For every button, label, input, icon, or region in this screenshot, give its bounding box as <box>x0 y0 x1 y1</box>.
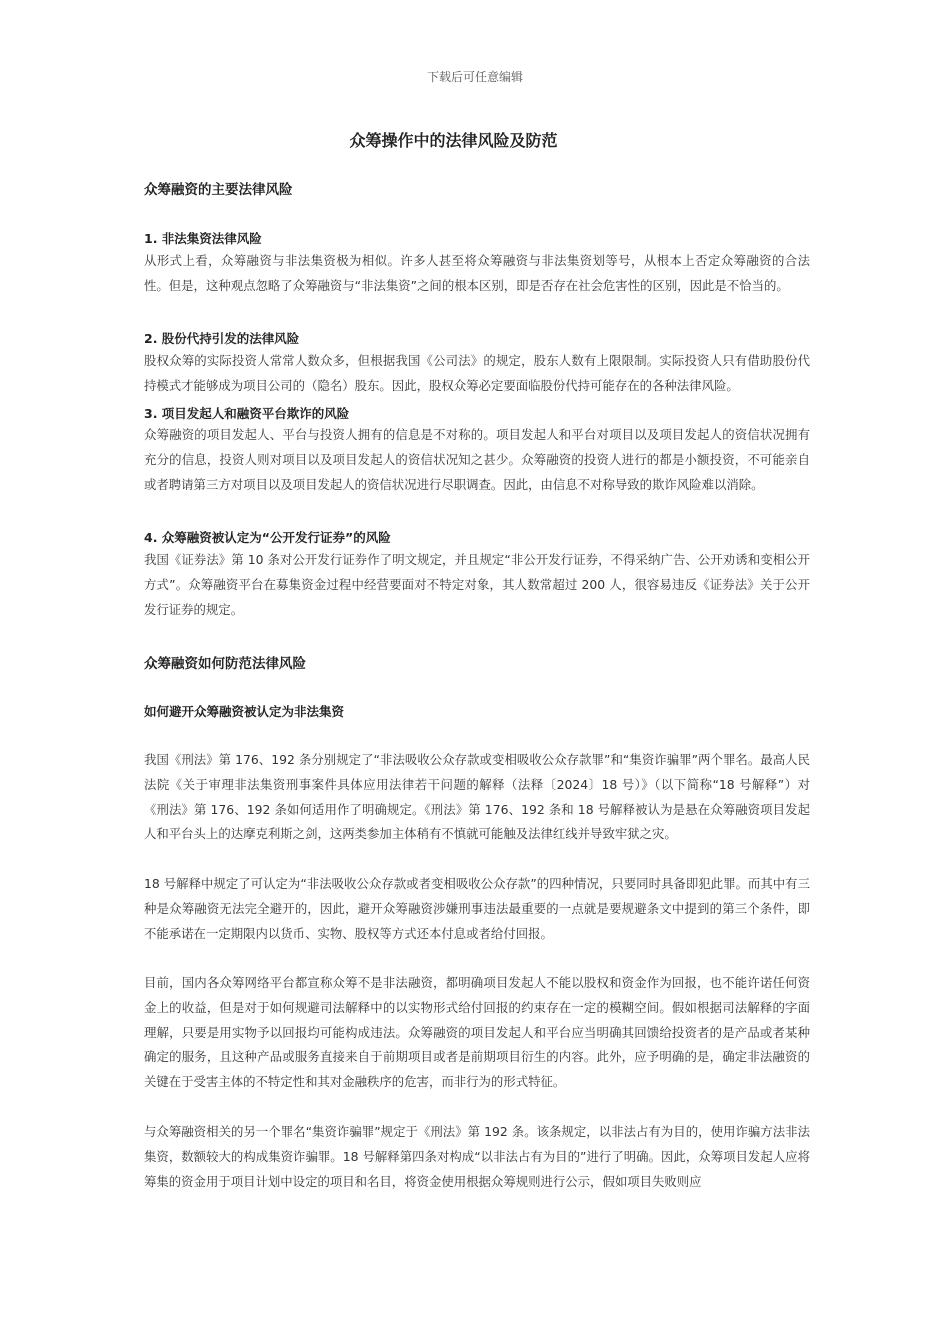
paragraph-interpretation-18: 18 号解释中规定了可认定为“非法吸收公众存款或者变相吸收公众存款”的四种情况，只要同时具备即犯此罪。而其中有三种是众筹融资无法完全避开的，因此，避开众筹融资涉嫌刑事违法最重要的一点就是要规避条文中提到的第三个条件，即不能承诺在一定期限内以货币、实物、股权等方式还本付息或者给付回报。 <box>144 876 810 941</box>
risk-heading-share-holding: 2. 股份代持引发的法律风险 <box>144 331 300 346</box>
risk-text-share-holding: 股权众筹的实际投资人常常人数众多，但根据我国《公司法》的规定，股东人数有上限限制。实际投资人只有借助股份代持模式才能够成为项目公司的（隐名）股东。因此，股权众筹必定要面临股份代持可能存在的各种法律风险。 <box>144 353 810 393</box>
risk-heading-fraud: 3. 项目发起人和融资平台欺诈的风险 <box>144 406 350 421</box>
risk-text-illegal-fundraising: 从形式上看，众筹融资与非法集资极为相似。许多人甚至将众筹融资与非法集资划等号，从根本上否定众筹融资的合法性。但是，这种观点忽略了众筹融资与“非法集资”之间的根本区别，即是否存在社会危害性的区别，因此是不恰当的。 <box>144 253 810 293</box>
section-heading-legal-risks: 众筹融资的主要法律风险 <box>144 182 293 198</box>
risk-text-fraud: 众筹融资的项目发起人、平台与投资人拥有的信息是不对称的。项目发起人和平台对项目以及项目发起人的资信状况拥有充分的信息，投资人则对项目以及项目发起人的资信状况知之甚少。众筹融资的投资人进行的都是小额投资，不可能亲自或者聘请第三方对项目以及项目发起人的资信状况进行尽职调查。因此，由信息不对称导致的欺诈风险难以消除。 <box>144 427 810 492</box>
paragraph-criminal-law: 我国《刑法》第 176、192 条分别规定了“非法吸收公众存款或变相吸收公众存款罪”和“集资诈骗罪”两个罪名。最高人民法院《关于审理非法集资刑事案件具体应用法律若干问题的解释（法释〔2024〕18 号）》（以下简称“18 号解释”）对《刑法》第 176、192 条如何适用作了明确规定。《刑法》第 176、192 条和 18 号解释被认为是悬在众筹融资项目发起人和平台头上的达摩克利斯之剑，这两类参加主体稍有不慎就可能触及法律红线并导致牢狱之灾。 <box>144 752 810 842</box>
paragraph-platform-rewards: 目前，国内各众筹网络平台都宣称众筹不是非法融资，都明确项目发起人不能以股权和资金作为回报，也不能许诺任何资金上的收益，但是对于如何规避司法解释中的以实物形式给付回报的约束存在一定的模糊空间。假如根据司法解释的字面理解，只要是用实物予以回报均可能构成违法。众筹融资的项目发起人和平台应当明确其回馈给投资者的是产品或者某种确定的服务，且这种产品或服务直接来自于前期项目或者是前期项目衍生的内容。此外，应予明确的是，确定非法融资的关键在于受害主体的不特定性和其对金融秩序的危害，而非行为的形式特征。 <box>144 975 810 1090</box>
subheading-avoid-illegal-fundraising: 如何避开众筹融资被认定为非法集资 <box>144 704 345 719</box>
paragraph-fraud-crime: 与众筹融资相关的另一个罪名“集资诈骗罪”规定于《刑法》第 192 条。该条规定，以非法占有为目的，使用诈骗方法非法集资，数额较大的构成集资诈骗罪。18 号解释第四条对构成“以非法占有为目的”进行了明确。因此，众筹项目发起人应将筹集的资金用于项目计划中设定的项目和名目，将资金使用根据众筹规则进行公示，假如项目失败则应 <box>144 1124 810 1189</box>
download-note: 下载后可任意编辑 <box>426 70 523 84</box>
document-title: 众筹操作中的法律风险及防范 <box>349 131 558 150</box>
risk-text-public-offering: 我国《证券法》第 10 条对公开发行证券作了明文规定，并且规定“非公开发行证券，不得采纳广告、公开劝诱和变相公开方式”。众筹融资平台在募集资金过程中经营要面对不特定对象，其人数常超过 200 人，很容易违反《证券法》关于公开发行证券的规定。 <box>144 552 810 617</box>
risk-heading-public-offering: 4. 众筹融资被认定为“公开发行证券”的风险 <box>144 530 391 545</box>
section-heading-prevention: 众筹融资如何防范法律风险 <box>144 656 306 672</box>
risk-heading-illegal-fundraising: 1. 非法集资法律风险 <box>144 231 262 246</box>
